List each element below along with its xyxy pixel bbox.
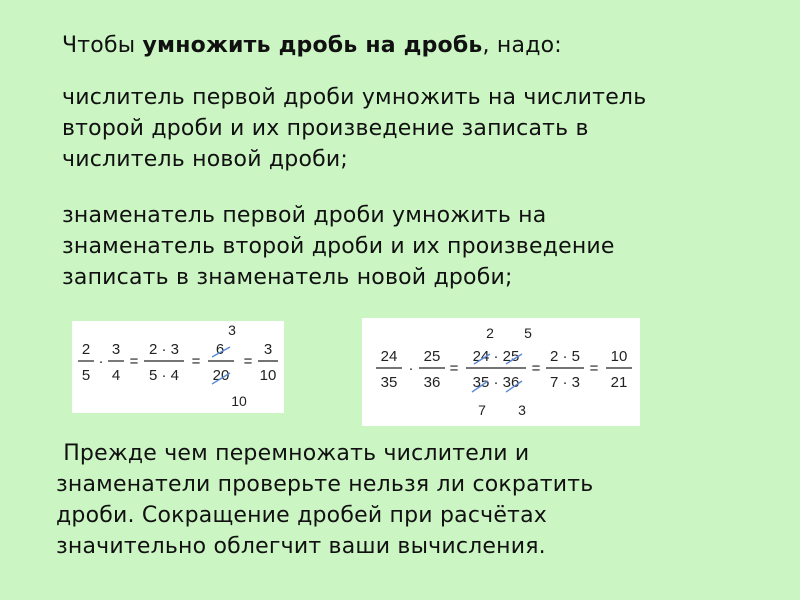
fraction-denominator: 35 <box>380 374 398 391</box>
rule-denominator-line: записать в знаменатель новой дроби; <box>62 265 513 290</box>
equals-sign: = <box>191 353 201 370</box>
rule-numerator-line: числитель первой дроби умножить на числитель <box>62 85 647 110</box>
fraction-numerator: 3 <box>263 341 273 358</box>
fraction-numerator: 2 · 3 <box>148 341 180 358</box>
example-1-formula <box>72 321 284 413</box>
example-2 <box>362 318 640 426</box>
fraction-numerator: 3 <box>111 341 121 358</box>
equals-sign: = <box>243 353 253 370</box>
intro-bold: умножить дробь на дробь <box>142 33 483 58</box>
intro-suffix: , надо: <box>482 33 562 58</box>
intro-prefix: Чтобы <box>62 33 143 58</box>
tip-line: Прежде чем перемножать числители и <box>56 441 530 466</box>
reduced-numerator: 3 <box>228 322 236 338</box>
example-2-formula <box>362 318 640 426</box>
fraction-denominator: 4 <box>111 367 121 384</box>
rule-denominator-line: знаменатель второй дроби и их произведение <box>62 234 615 259</box>
tip-line: знаменатели проверьте нельзя ли сократить <box>56 472 594 497</box>
fraction-numerator: 6 <box>215 341 225 358</box>
fraction-denominator: 36 <box>423 374 441 391</box>
fraction-numerator: 2 · 5 <box>549 348 581 365</box>
equals-sign: = <box>589 360 599 377</box>
rule-numerator-line: второй дроби и их произведение записать в <box>62 116 589 141</box>
reduced-number: 3 <box>518 402 526 418</box>
fraction-numerator: 2 <box>81 341 91 358</box>
equals-sign: = <box>129 353 139 370</box>
fraction-numerator: 10 <box>610 348 628 365</box>
rule-numerator-line: числитель новой дроби; <box>62 147 348 172</box>
fraction-denominator: 5 <box>81 367 91 384</box>
intro-line <box>62 30 562 61</box>
equals-sign: = <box>449 360 459 377</box>
tip-line: значительно облегчит ваши вычисления. <box>56 534 546 559</box>
tip-paragraph <box>56 438 756 562</box>
rule-numerator <box>62 82 762 175</box>
reduced-number: 7 <box>478 402 486 418</box>
reduced-number: 5 <box>524 325 532 341</box>
rule-denominator <box>62 200 762 293</box>
multiply-sign: · <box>98 353 104 370</box>
rule-denominator-line: знаменатель первой дроби умножить на <box>62 203 547 228</box>
example-1 <box>72 321 284 413</box>
fraction-denominator: 5 · 4 <box>148 367 180 384</box>
reduced-denominator: 10 <box>231 393 247 409</box>
equals-sign: = <box>531 360 541 377</box>
multiply-sign: · <box>408 360 414 377</box>
reduced-number: 2 <box>486 325 494 341</box>
fraction-numerator: 25 <box>423 348 441 365</box>
fraction-denominator: 35 · 36 <box>472 374 520 391</box>
fraction-denominator: 7 · 3 <box>549 374 581 391</box>
fraction-denominator: 20 <box>212 367 230 384</box>
fraction-denominator: 21 <box>610 374 628 391</box>
fraction-numerator: 24 <box>380 348 398 365</box>
fraction-denominator: 10 <box>259 367 277 384</box>
fraction-numerator: 24 · 25 <box>472 348 520 365</box>
tip-line: дроби. Сокращение дробей при расчётах <box>56 503 547 528</box>
